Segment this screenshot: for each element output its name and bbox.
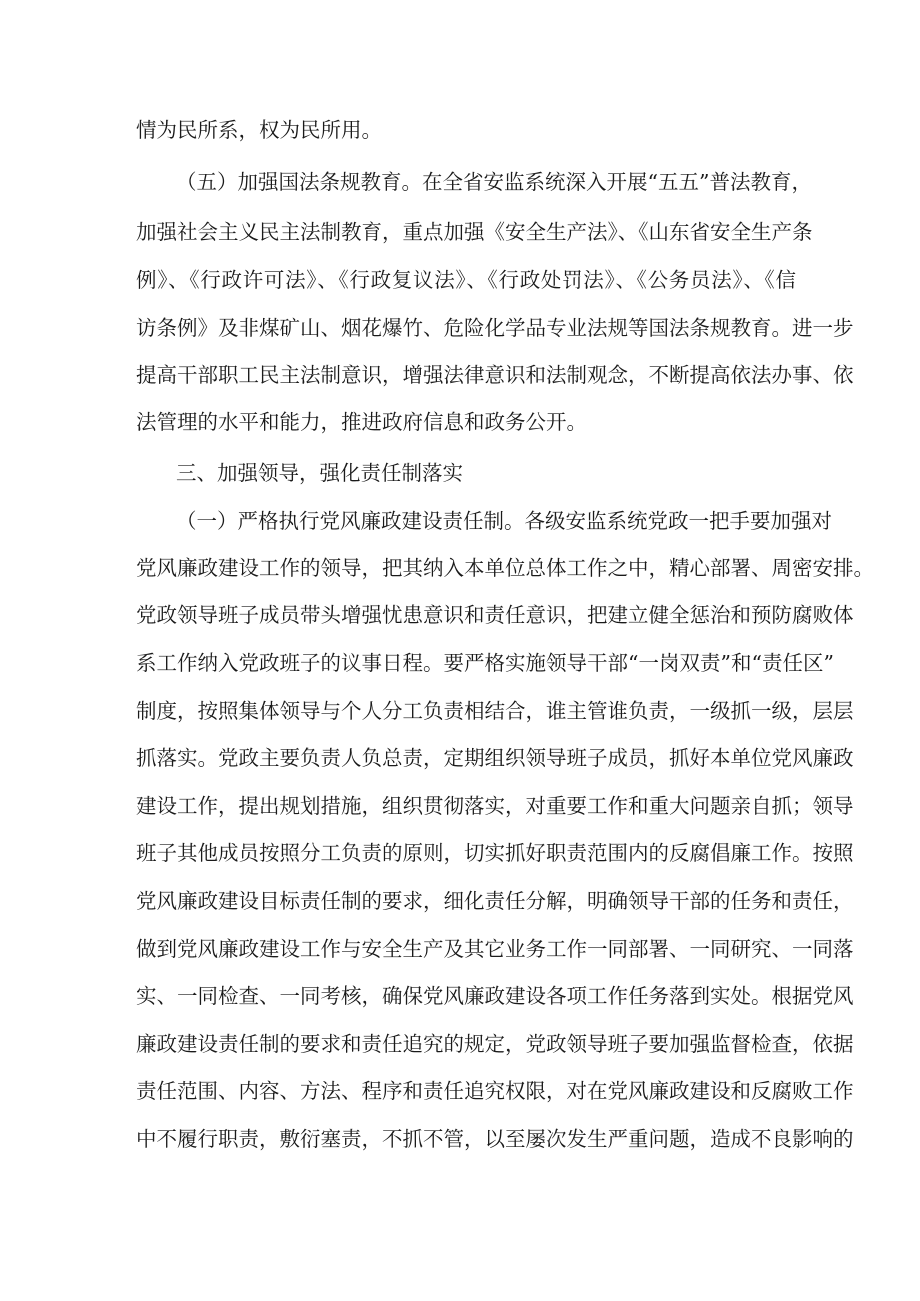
text-line: 责任范围、内容、方法、程序和责任追究权限，对在党风廉政建设和反腐败工作 (136, 1079, 854, 1103)
text-line: （一）严格执行党风廉政建设责任制。各级安监系统党政一把手要加强对 (176, 509, 832, 533)
text-line: 中不履行职责，敷衍塞责，不抓不管，以至屡次发生严重问题，造成不良影响的 (136, 1127, 854, 1151)
text-line: 党政领导班子成员带头增强忧患意识和责任意识，把建立健全惩治和预防腐败体 (136, 603, 854, 627)
text-line: 实、一同检查、一同考核，确保党风廉政建设各项工作任务落到实处。根据党风 (136, 984, 854, 1008)
text-line: 抓落实。党政主要负责人负总责，定期组织领导班子成员，抓好本单位党风廉政 (136, 746, 854, 770)
text-line: 党风廉政建设工作的领导，把其纳入本单位总体工作之中，精心部署、周密安排。 (136, 556, 874, 580)
text-line: 法管理的水平和能力，推进政府信息和政务公开。 (136, 410, 587, 434)
text-line: 加强社会主义民主法制教育，重点加强《安全生产法》、《山东省安全生产条 (136, 220, 813, 244)
text-line: 情为民所系，权为民所用。 (136, 118, 382, 142)
text-line: （五）加强国法条规教育。在全省安监系统深入开展“五五”普法教育， (176, 170, 812, 194)
text-line: 系工作纳入党政班子的议事日程。要严格实施领导干部“一岗双责”和“责任区” (136, 651, 834, 675)
text-line: 党风廉政建设目标责任制的要求，细化责任分解，明确领导干部的任务和责任， (136, 889, 854, 913)
text-line: 班子其他成员按照分工负责的原则，切实抓好职责范围内的反腐倡廉工作。按照 (136, 841, 854, 865)
text-line: 廉政建设责任制的要求和责任追究的规定，党政领导班子要加强监督检查，依据 (136, 1032, 854, 1056)
text-line: 提高干部职工民主法制意识，增强法律意识和法制观念，不断提高依法办事、依 (136, 363, 854, 387)
text-line: 例》、《行政许可法》、《行政复议法》、《行政处罚法》、《公务员法》、《信 (136, 268, 796, 292)
text-line: 做到党风廉政建设工作与安全生产及其它业务工作一同部署、一同研究、一同落 (136, 937, 854, 961)
section-heading: 三、加强领导，强化责任制落实 (176, 461, 463, 485)
text-line: 建设工作，提出规划措施，组织贯彻落实，对重要工作和重大问题亲自抓；领导 (136, 794, 854, 818)
text-line: 访条例》及非煤矿山、烟花爆竹、危险化学品专业法规等国法条规教育。进一步 (136, 316, 854, 340)
text-line: 制度，按照集体领导与个人分工负责相结合，谁主管谁负责，一级抓一级，层层 (136, 699, 854, 723)
